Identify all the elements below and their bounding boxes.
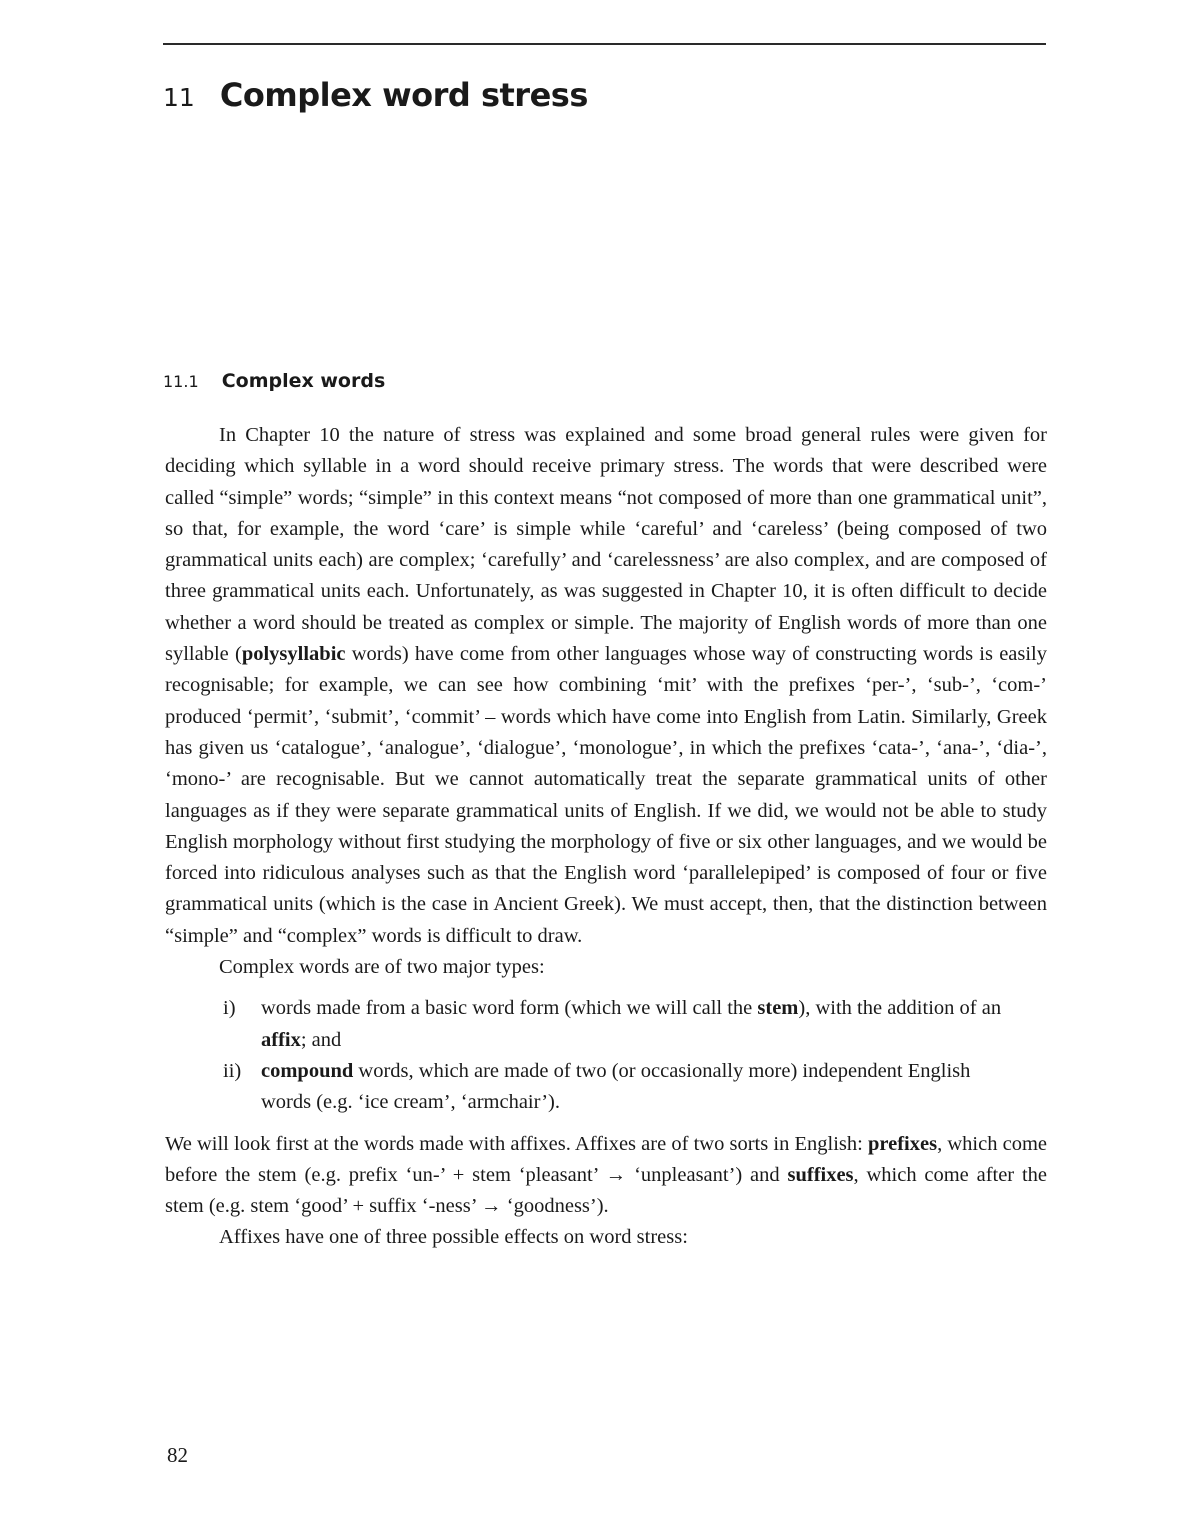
paragraph-types: Complex words are of two major types: [219,956,545,979]
paragraph-affixes: We will look first at the words made with affixes. Affixes are of two sorts in English: prefixes, which come before the stem (e.g. prefix ‘un-’ + stem ‘pleasant’ → ‘unpleasant’) and suffixes, which come after the stem (e.g. stem ‘good’ + suffix ‘-ness’ → ‘goodness’). [165,1132,1047,1218]
body-text [165,420,1047,1254]
list-item [165,1056,1013,1119]
page-number: 82 [167,1443,188,1467]
list-marker: ii) [223,1059,242,1082]
section-number: 11.1 [163,372,199,391]
list-marker: i) [223,997,236,1020]
chapter-title: Complex word stress [219,76,588,114]
term-affix: affix [261,1028,301,1051]
term-compound: compound [261,1059,354,1082]
list-item [165,993,1013,1056]
term-stem: stem [757,997,799,1020]
chapter-number: 11 [163,83,195,112]
term-polysyllabic: polysyllabic [241,643,346,666]
header-rule [163,43,1046,45]
section-title: Complex words [221,370,386,392]
paragraph-effects: Affixes have one of three possible effects on word stress: [219,1226,688,1249]
paragraph-text: In Chapter 10 the nature of stress was explained and some broad general rules were given for deciding which syllable in a word should receive primary stress. The words that were described were called “simple” words; “simple” in this context means “not composed of more than one grammatical unit”, so that, for example, the word ‘care’ is simple while ‘careful’ and ‘careless’ (being composed of two grammatical units each) are complex; ‘carefully’ and ‘carelessness’ are also complex, and are composed of three grammatical units each. Unfortunately, as was suggested in Chapter 10, it is often difficult to decide whether a word should be treated as complex or simple. The majority of English words of more than one syllable ( [165,424,1047,666]
term-prefixes: prefixes [867,1132,938,1155]
chapter-heading [163,76,588,114]
types-list [165,993,1047,1118]
paragraph-intro [165,420,1047,952]
paragraph-text: words) have come from other languages whose way of constructing words is easily recognisable; for example, we can see how combining ‘mit’ with the prefixes ‘per-’, ‘sub-’, ‘com-’ produced ‘permit’, ‘submit’, ‘commit’ – words which have come into English from Latin. Similarly, Greek has given us ‘catalogue’, ‘analogue’, ‘dialogue’, ‘monologue’, in which the prefixes ‘cata-’, ‘ana-’, ‘dia-’, ‘mono-’ are recognisable. But we cannot automatically treat the separate grammatical units of other languages as if they were separate grammatical units of English. If we did, we would not be able to study English morphology without first studying the morphology of five or six other languages, and we would be forced into ridiculous analyses such as that the English word ‘parallelepiped’ is composed of four or five grammatical units (which is the case in Ancient Greek). We must accept, then, that the distinction between “simple” and “complex” words is difficult to draw. [165,643,1048,947]
list-item-text: compound words, which are made of two (or occasionally more) independent English words (e.g. ‘ice cream’, ‘armchair’). [261,1059,971,1114]
term-suffixes: suffixes [787,1163,854,1186]
list-item-text: words made from a basic word form (which we will call the stem), with the addition of an affix; and [261,997,1002,1051]
section-heading [163,370,385,392]
